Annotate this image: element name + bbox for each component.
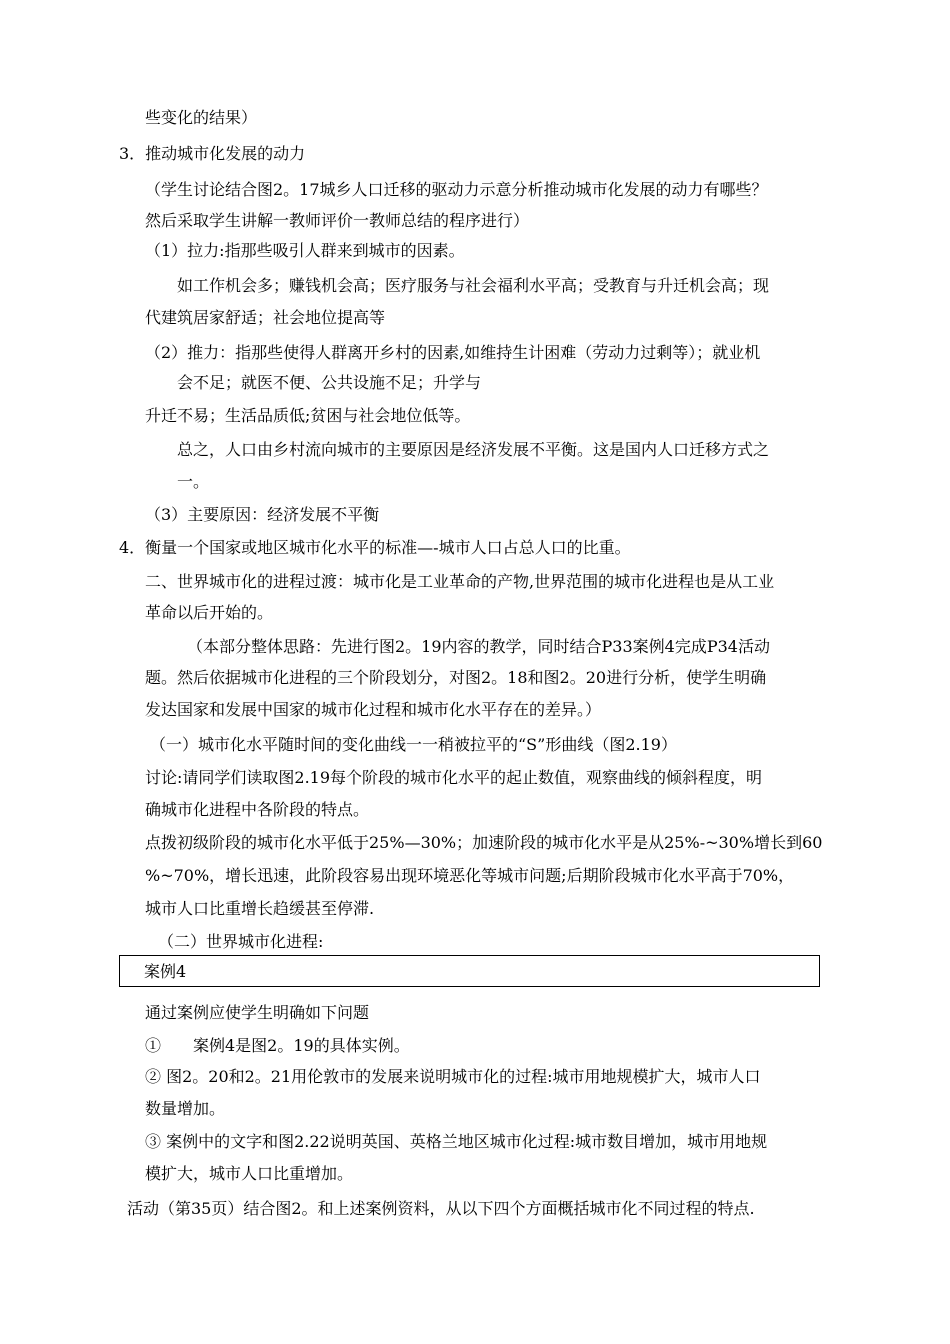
section-heading-4: 4．衡量一个国家或地区城市化水平的标准—-城市人口占总人口的比重。 — [119, 538, 631, 557]
text-line: 发达国家和发展中国家的城市化过程和城市化水平存在的差异。） — [145, 700, 602, 719]
text-line: 城市人口比重增长趋缓甚至停滞. — [145, 899, 375, 918]
text-line: 活动（第35页）结合图2。和上述案例资料，从以下四个方面概括城市化不同过程的特点. — [127, 1199, 755, 1218]
text-line: %~70%，增长迅速，此阶段容易出现环境恶化等城市问题;后期阶段城市化水平高于70%， — [145, 866, 795, 885]
case-box — [119, 955, 820, 987]
list-item: ② 图2。20和2。21用伦敦市的发展来说明城市化的过程:城市用地规模扩大，城市人口 — [145, 1067, 761, 1086]
text-line: （本部分整体思路：先进行图2。19内容的教学，同时结合P33案例4完成P34活动 — [187, 637, 770, 656]
text-line: 些变化的结果） — [145, 108, 258, 127]
case-box-label: 案例4 — [144, 962, 187, 981]
text-line: 确城市化进程中各阶段的特点。 — [145, 800, 370, 819]
text-line: 革命以后开始的。 — [145, 603, 274, 622]
text-line: 题。然后依据城市化进程的三个阶段划分，对图2。18和图2。20进行分析，使学生明确 — [145, 668, 767, 687]
text-line: 升迁不易；生活品质低;贫困与社会地位低等。 — [145, 406, 471, 425]
text-line: 总之，人口由乡村流向城市的主要原因是经济发展不平衡。这是国内人口迁移方式之 — [177, 440, 770, 459]
list-item: ① 案例4是图2。19的具体实例。 — [145, 1036, 410, 1055]
text-line: （3）主要原因：经济发展不平衡 — [145, 505, 380, 524]
list-item: ③ 案例中的文字和图2.22说明英国、英格兰地区城市化过程:城市数目增加，城市用地规 — [145, 1132, 768, 1151]
text-line: 然后采取学生讲解一教师评价一教师总结的程序进行） — [145, 211, 530, 230]
text-line: 一。 — [177, 472, 210, 491]
text-line: （1）拉力:指那些吸引人群来到城市的因素。 — [145, 241, 465, 260]
text-line: 代建筑居家舒适；社会地位提高等 — [145, 308, 386, 327]
text-line: 通过案例应使学生明确如下问题 — [145, 1003, 370, 1022]
text-line: 会不足；就医不便、公共设施不足；升学与 — [177, 373, 482, 392]
text-line: 二、世界城市化的进程过渡：城市化是工业革命的产物,世界范围的城市化进程也是从工业 — [145, 572, 775, 591]
text-line: 点拨初级阶段的城市化水平低于25%—30%；加速阶段的城市化水平是从25%-~30%增长到60 — [145, 833, 823, 852]
text-line: （二）世界城市化进程: — [158, 932, 324, 951]
text-line: 讨论:请同学们读取图2.19每个阶段的城市化水平的起止数值，观察曲线的倾斜程度，明 — [145, 768, 763, 787]
text-line: 如工作机会多；赚钱机会高；医疗服务与社会福利水平高；受教育与升迁机会高；现 — [177, 276, 770, 295]
text-line: 数量增加。 — [145, 1099, 226, 1118]
text-line: （学生讨论结合图2。17城乡人口迁移的驱动力示意分析推动城市化发展的动力有哪些？ — [145, 180, 768, 199]
text-line: （2）推力：指那些使得人群离开乡村的因素,如维持生计困难（劳动力过剩等）；就业机 — [145, 343, 761, 362]
section-heading-3: 3．推动城市化发展的动力 — [119, 144, 306, 163]
text-line: 模扩大，城市人口比重增加。 — [145, 1164, 354, 1183]
text-line: （一）城市化水平随时间的变化曲线一一稍被拉平的“S”形曲线（图2.19） — [150, 735, 677, 754]
